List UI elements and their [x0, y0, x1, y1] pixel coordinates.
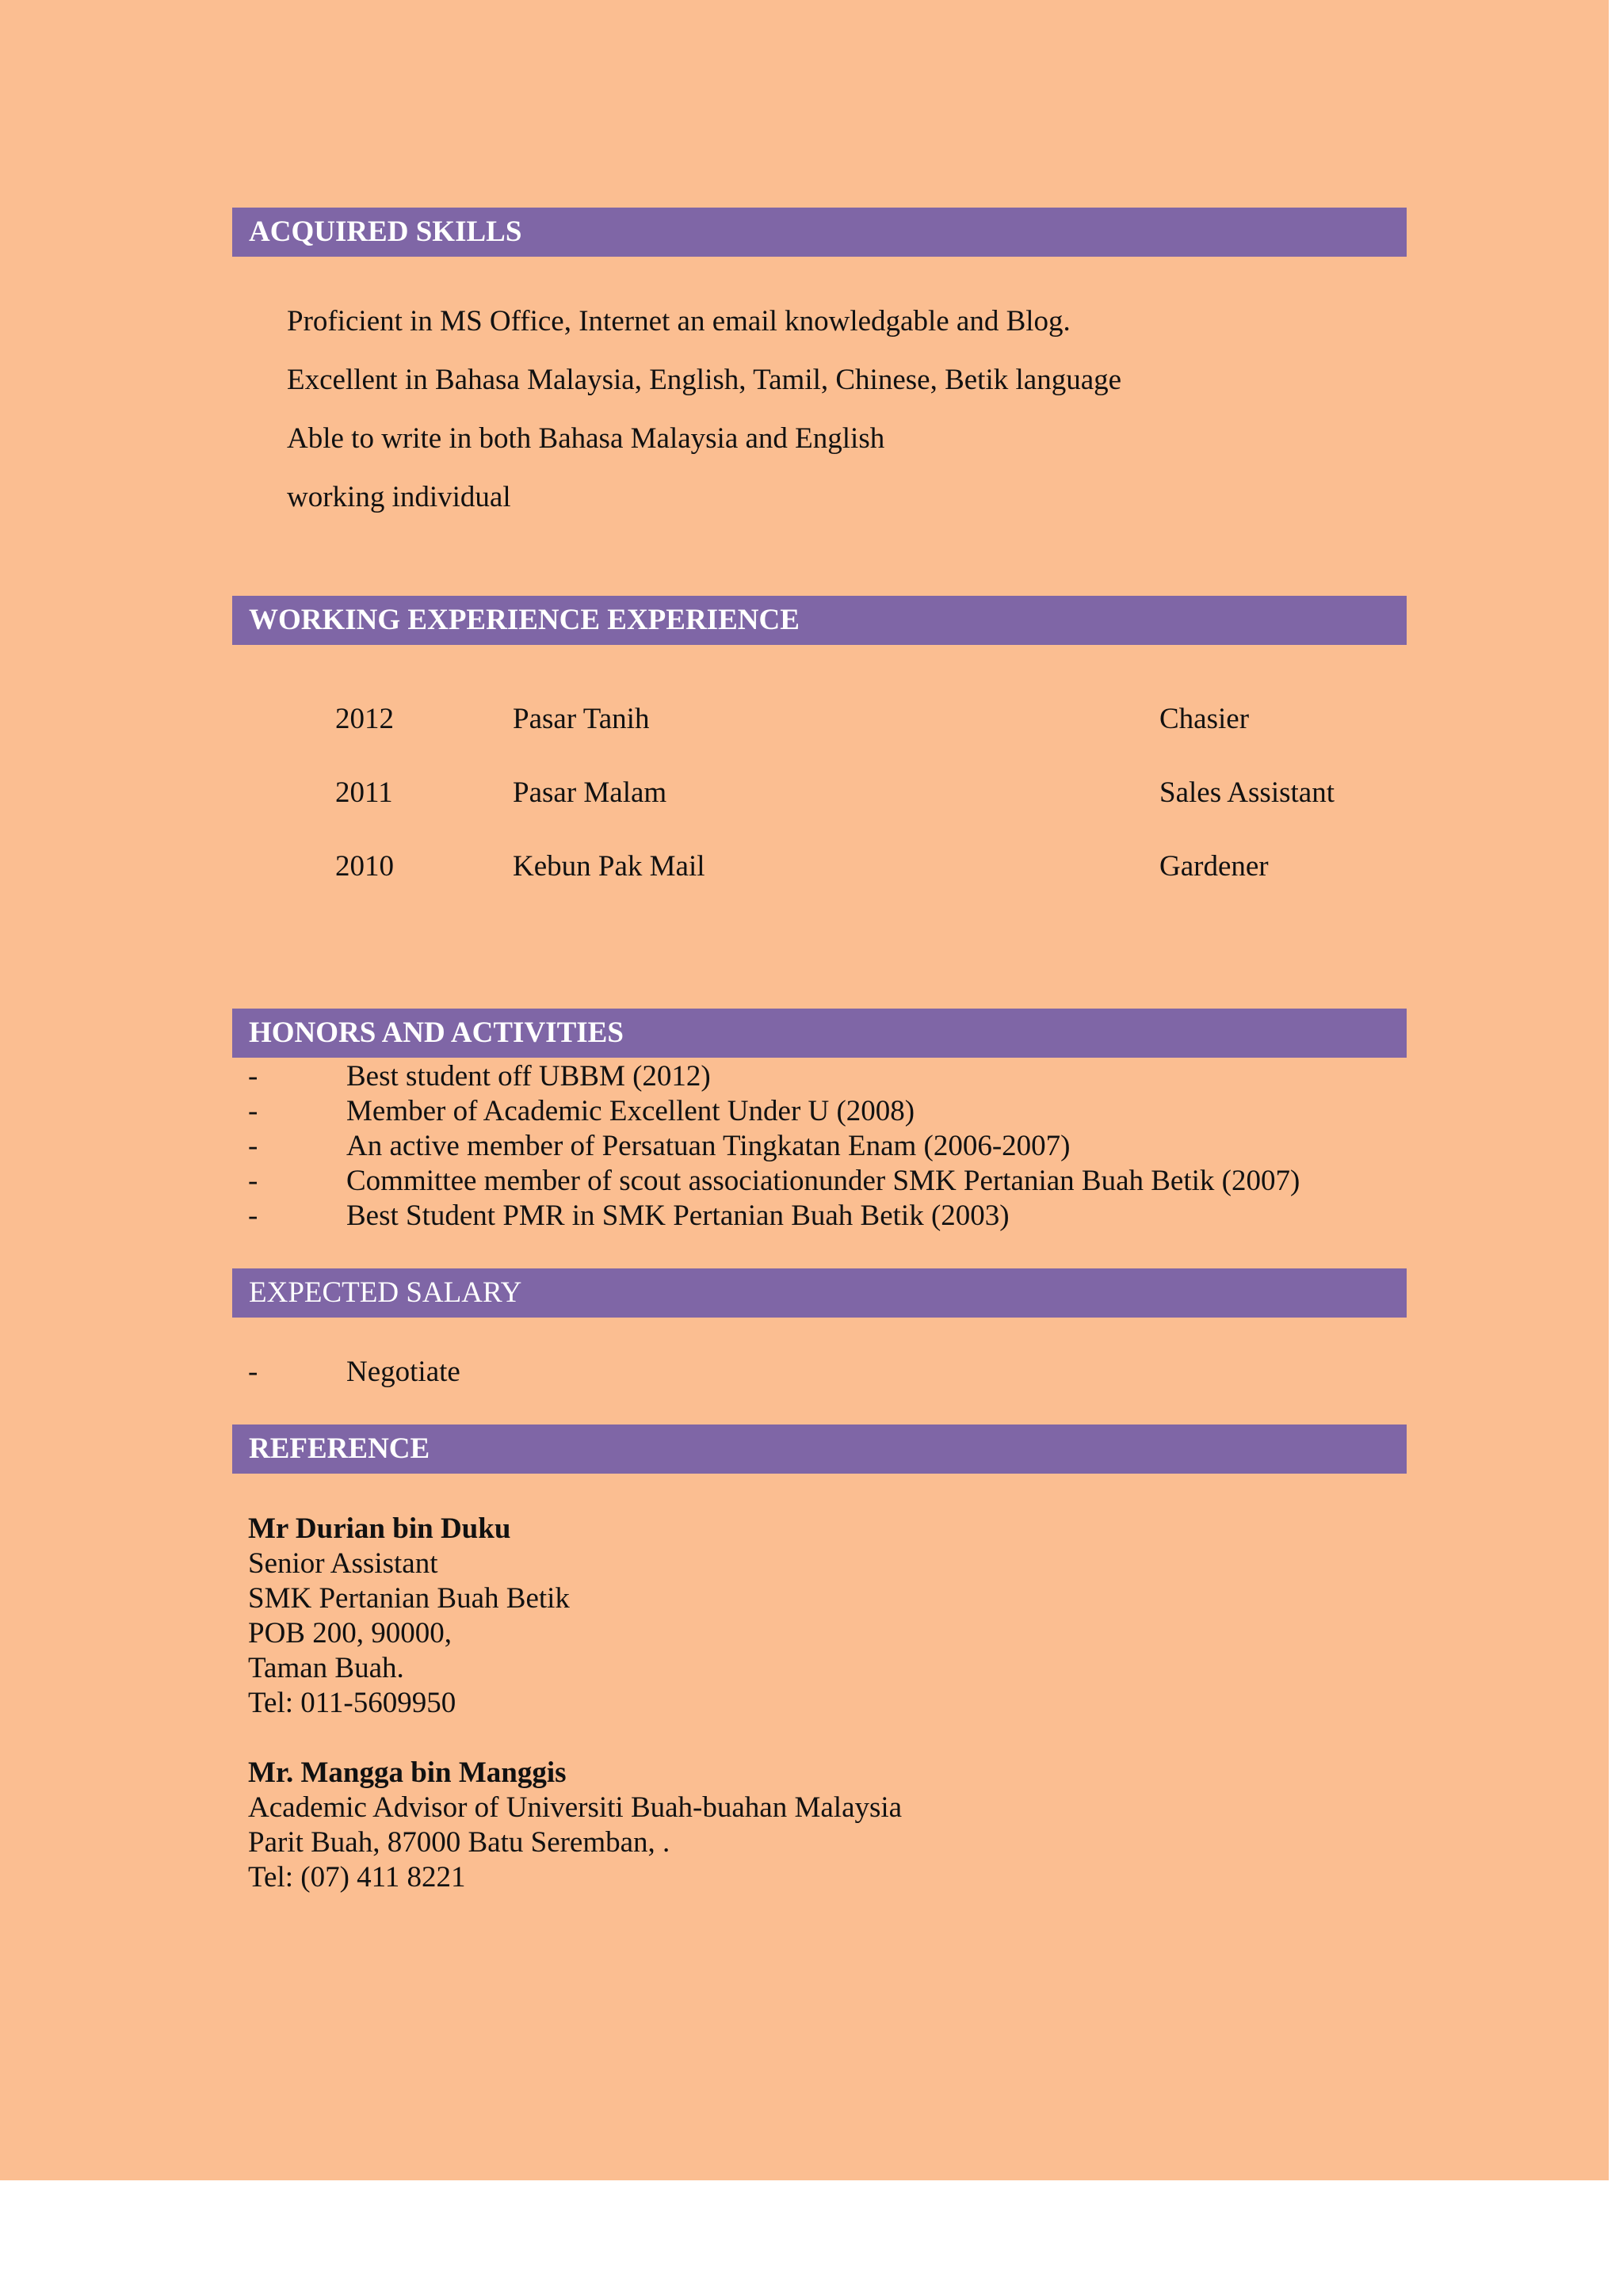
reference-name: Mr Durian bin Duku: [248, 1512, 511, 1545]
bullet-dash: -: [248, 1356, 258, 1388]
salary-value: Negotiate: [346, 1356, 460, 1388]
section-header-salary: EXPECTED SALARY: [232, 1268, 1407, 1318]
honor-item: Committee member of scout associationunder SMK Pertanian Buah Betik (2007): [346, 1165, 1300, 1197]
experience-role: Gardener: [1159, 850, 1269, 883]
reference-phone: Tel: (07) 411 8221: [248, 1861, 466, 1894]
reference-detail: SMK Pertanian Buah Betik: [248, 1582, 570, 1615]
skill-item: Able to write in both Bahasa Malaysia and English: [287, 422, 885, 455]
section-header-experience: WORKING EXPERIENCE EXPERIENCE: [232, 596, 1407, 645]
skill-item: Proficient in MS Office, Internet an email knowledgable and Blog.: [287, 305, 1071, 338]
reference-detail: Senior Assistant: [248, 1547, 438, 1580]
bullet-dash: -: [248, 1165, 258, 1197]
experience-role: Chasier: [1159, 703, 1250, 735]
experience-year: 2012: [335, 703, 394, 735]
experience-place: Kebun Pak Mail: [513, 850, 705, 883]
experience-year: 2010: [335, 850, 394, 883]
section-header-skills: ACQUIRED SKILLS: [232, 208, 1407, 257]
reference-name: Mr. Mangga bin Manggis: [248, 1756, 567, 1789]
reference-detail: POB 200, 90000,: [248, 1617, 452, 1650]
experience-place: Pasar Tanih: [513, 703, 650, 735]
honor-item: Best student off UBBM (2012): [346, 1060, 711, 1093]
skill-item: working individual: [287, 481, 511, 513]
section-header-reference: REFERENCE: [232, 1425, 1407, 1474]
honor-item: Best Student PMR in SMK Pertanian Buah Betik (2003): [346, 1199, 1010, 1232]
honor-item: Member of Academic Excellent Under U (2008): [346, 1095, 915, 1127]
skill-item: Excellent in Bahasa Malaysia, English, Tamil, Chinese, Betik language: [287, 364, 1122, 396]
reference-detail: Parit Buah, 87000 Batu Seremban, .: [248, 1826, 670, 1859]
bullet-dash: -: [248, 1060, 258, 1093]
experience-year: 2011: [335, 776, 393, 809]
experience-place: Pasar Malam: [513, 776, 667, 809]
reference-detail: Taman Buah.: [248, 1652, 404, 1684]
bullet-dash: -: [248, 1130, 258, 1162]
section-header-honors: HONORS AND ACTIVITIES: [232, 1009, 1407, 1058]
bullet-dash: -: [248, 1095, 258, 1127]
experience-role: Sales Assistant: [1159, 776, 1335, 809]
reference-detail: Academic Advisor of Universiti Buah-buahan Malaysia: [248, 1791, 903, 1824]
bullet-dash: -: [248, 1199, 258, 1232]
reference-phone: Tel: 011-5609950: [248, 1687, 456, 1719]
honor-item: An active member of Persatuan Tingkatan Enam (2006-2007): [346, 1130, 1071, 1162]
